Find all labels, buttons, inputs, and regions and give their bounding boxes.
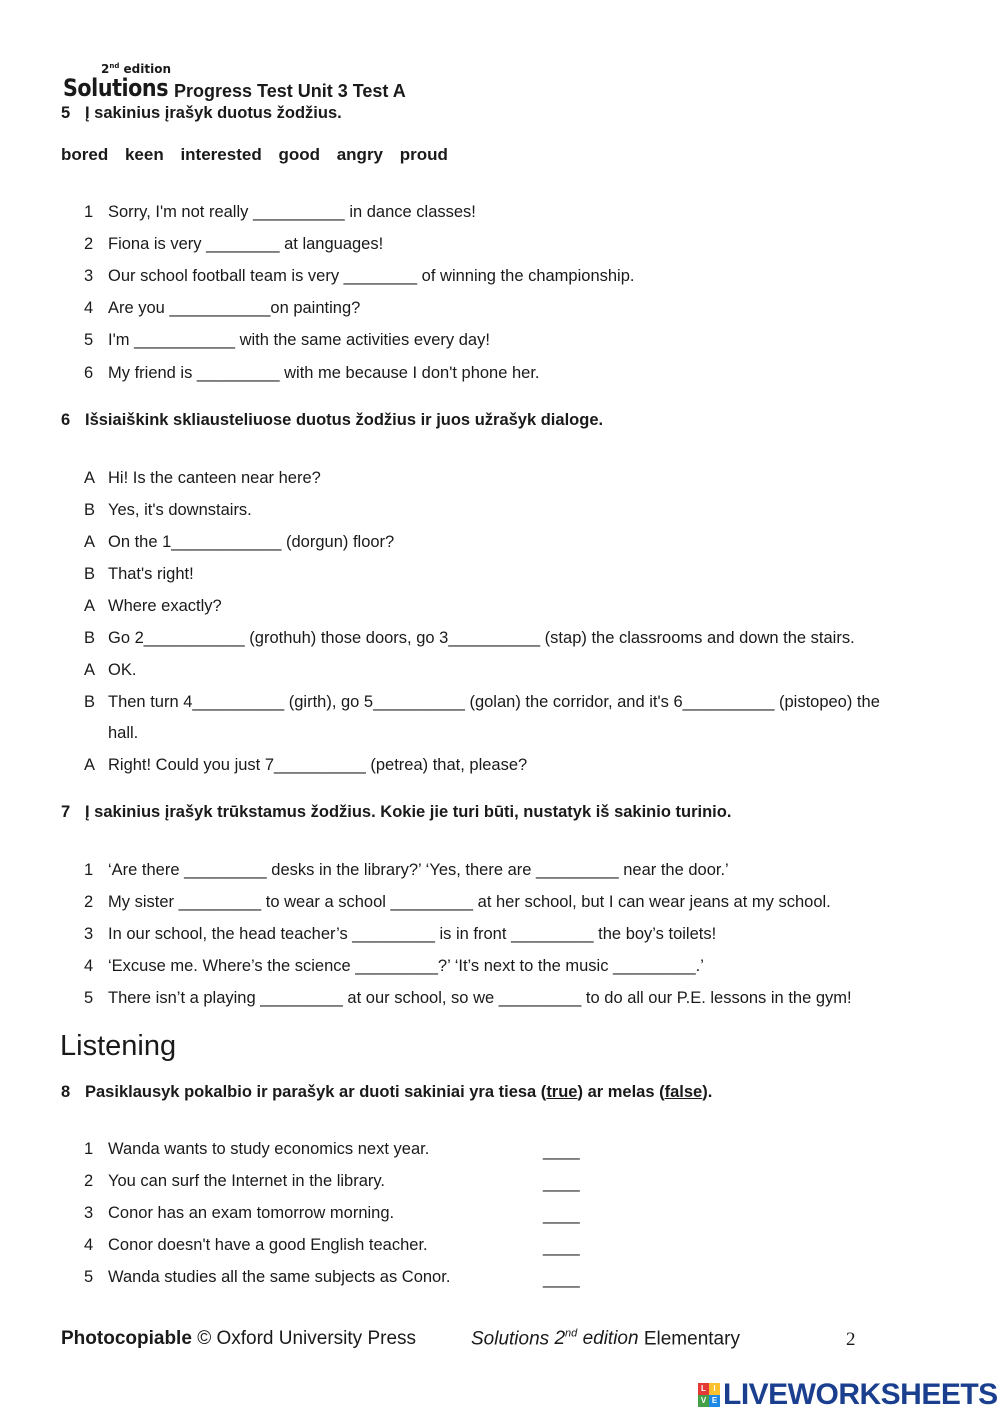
exercise-8-item: 2 You can surf the Internet in the library.: [84, 1172, 385, 1190]
logo-edition: 2nd edition: [101, 62, 172, 76]
exercise-8-item: 4 Conor doesn't have a good English teacher.: [84, 1236, 428, 1254]
exercise-8-item: 5 Wanda studies all the same subjects as Conor.: [84, 1268, 451, 1286]
exercise-5-item[interactable]: 1 Sorry, I'm not really __________ in dance classes!: [84, 203, 476, 221]
footer-book-title: Solutions 2nd edition Elementary: [471, 1328, 740, 1350]
true-word: true: [546, 1083, 578, 1101]
exercise-6-instruction: 6 Išsiaiškink skliausteliuose duotus žodžius ir juos užrašyk dialoge.: [61, 411, 604, 429]
exercise-7-instruction: 7 Į sakinius įrašyk trūkstamus žodžius. Kokie jie turi būti, nustatyk iš sakinio turinio.: [61, 803, 732, 821]
dialogue-line: B Yes, it's downstairs.: [84, 501, 252, 519]
dialogue-line: A Where exactly?: [84, 597, 222, 615]
word-bank: [61, 145, 460, 165]
exercise-7-item[interactable]: 1 ‘Are there _________ desks in the library?’ ‘Yes, there are _________ near the door.’: [84, 861, 729, 879]
badge-letter: I: [709, 1383, 720, 1395]
dialogue-line[interactable]: B Go 2___________ (grothuh) those doors, go 3__________ (stap) the classrooms and down the stairs.: [84, 629, 855, 647]
badge-letter: L: [698, 1383, 709, 1395]
dialogue-line: B That's right!: [84, 565, 194, 583]
liveworksheets-watermark: [698, 1378, 998, 1412]
dialogue-line: A Hi! Is the canteen near here?: [84, 469, 321, 487]
exercise-7-item[interactable]: 4 ‘Excuse me. Where’s the science _________?’ ‘It’s next to the music _________.’: [84, 957, 704, 975]
exercise-5-instruction: 5 Į sakinius įrašyk duotus žodžius.: [61, 104, 342, 122]
page-footer: [61, 1328, 856, 1350]
exercise-5-item[interactable]: 3 Our school football team is very ________ of winning the championship.: [84, 267, 635, 285]
page-title: Progress Test Unit 3 Test A: [174, 81, 406, 101]
footer-publisher: © Oxford University Press: [197, 1328, 417, 1349]
section-heading-listening: Listening: [60, 1030, 177, 1062]
exercise-5-item[interactable]: 2 Fiona is very ________ at languages!: [84, 235, 384, 253]
word-bank-item: good: [278, 145, 320, 164]
dialogue-line: A OK.: [84, 661, 137, 679]
answer-blank[interactable]: ____: [543, 1206, 580, 1224]
dialogue-line-continuation: hall.: [108, 724, 139, 742]
false-word: false: [664, 1083, 703, 1101]
answer-blank[interactable]: ____: [543, 1142, 580, 1160]
liveworksheets-badge-icon: [698, 1383, 720, 1407]
word-bank-item: keen: [124, 145, 164, 164]
word-bank-item: angry: [336, 145, 384, 164]
badge-letter: V: [698, 1395, 709, 1407]
exercise-7-item[interactable]: 3 In our school, the head teacher’s _________ is in front _________ the boy’s toilets!: [84, 925, 717, 943]
logo-text: Solutions: [63, 74, 169, 102]
badge-letter: E: [709, 1395, 720, 1407]
answer-blank[interactable]: ____: [543, 1270, 580, 1288]
answer-blank[interactable]: ____: [543, 1238, 580, 1256]
word-bank-item: interested: [180, 145, 262, 164]
exercise-5-item[interactable]: 4 Are you ___________on painting?: [84, 299, 361, 317]
exercise-7-item[interactable]: 2 My sister _________ to wear a school _________ at her school, but I can wear jeans at my school.: [84, 893, 831, 911]
page-number: 2: [846, 1329, 856, 1350]
exercise-7-item[interactable]: 5 There isn’t a playing _________ at our school, so we _________ to do all our P.E. lessons in the gym!: [84, 989, 852, 1007]
exercise-8-instruction: 8 Pasiklausyk pokalbio ir parašyk ar duoti sakiniai yra tiesa (true) ar melas (false).: [61, 1083, 713, 1101]
footer-photocopiable: Photocopiable: [61, 1328, 192, 1349]
dialogue-line[interactable]: A On the 1____________ (dorgun) floor?: [84, 533, 395, 551]
word-bank-item: proud: [399, 145, 448, 164]
liveworksheets-brand: LIVEWORKSHEETS: [723, 1378, 998, 1411]
exercise-8-item: 1 Wanda wants to study economics next year.: [84, 1140, 430, 1158]
exercise-8-item: 3 Conor has an exam tomorrow morning.: [84, 1204, 395, 1222]
dialogue-line[interactable]: A Right! Could you just 7__________ (petrea) that, please?: [84, 756, 528, 774]
exercise-5-item[interactable]: 5 I'm ___________ with the same activities every day!: [84, 331, 490, 349]
dialogue-line[interactable]: B Then turn 4__________ (girth), go 5__________ (golan) the corridor, and it's 6__________ (pistopeo) the: [84, 693, 880, 711]
exercise-5-item[interactable]: 6 My friend is _________ with me because I don't phone her.: [84, 364, 540, 382]
word-bank-item: bored: [61, 145, 109, 164]
answer-blank[interactable]: ____: [543, 1174, 580, 1192]
